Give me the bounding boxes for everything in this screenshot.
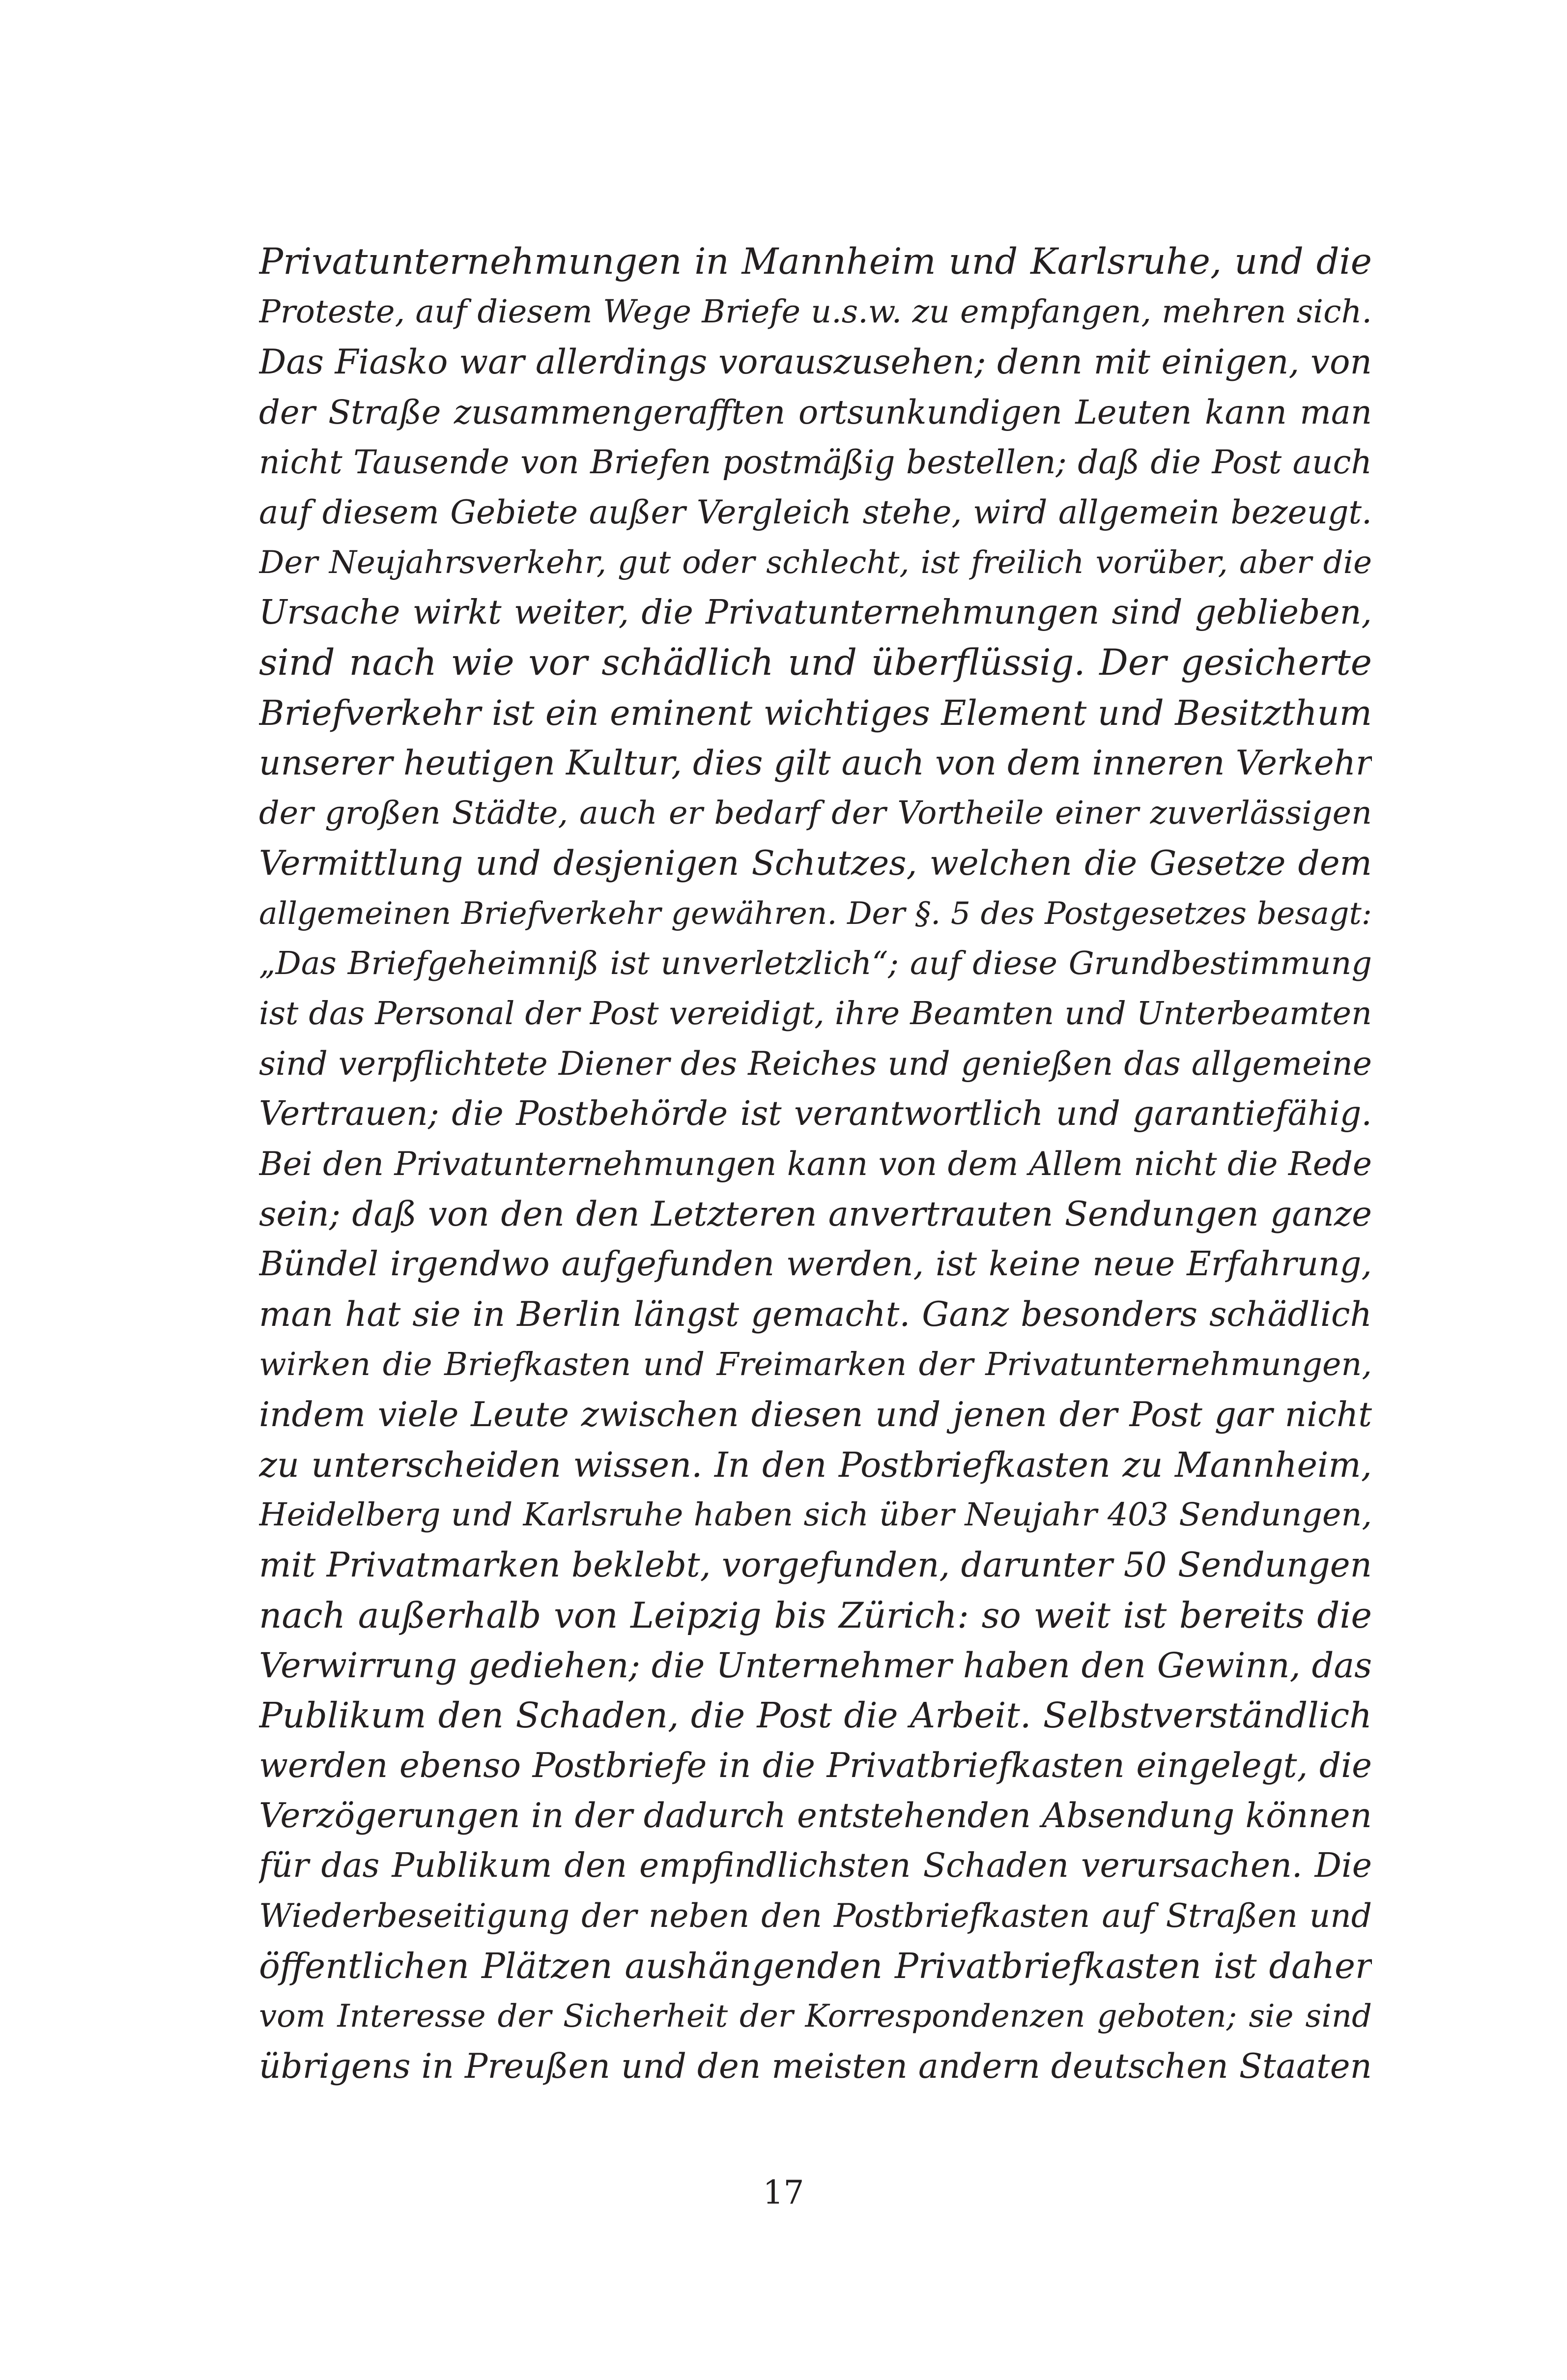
text-line: Heidelberg und Karlsruhe haben sich über Neujahr 403 Sendungen,	[259, 1496, 1372, 1533]
text-line: sind verpflichtete Diener des Reiches und genießen das allgemeine	[259, 1045, 1372, 1083]
text-line: vom Interesse der Sicherheit der Korrespondenzen geboten; sie sind	[259, 1998, 1372, 2035]
text-line: Vermittlung und desjenigen Schutzes, welchen die Gesetze dem	[259, 844, 1372, 883]
text-line: Vertrauen; die Postbehörde ist verantwortlich und garantiefähig.	[259, 1094, 1372, 1133]
text-line: mit Privatmarken beklebt, vorgefunden, darunter 50 Sendungen	[259, 1546, 1372, 1585]
text-line: Der Neujahrsverkehr, gut oder schlecht, ist freilich vorüber, aber die	[259, 545, 1372, 581]
text-line: der großen Städte, auch er bedarf der Vortheile einer zuverlässigen	[259, 795, 1372, 832]
text-line: wirken die Briefkasten und Freimarken der Privatunternehmungen,	[259, 1346, 1372, 1383]
text-line: Bündel irgendwo aufgefunden werden, ist keine neue Erfahrung,	[259, 1245, 1372, 1284]
text-line: sind nach wie vor schädlich und überflüssig. Der gesicherte	[259, 642, 1372, 684]
text-line: Ursache wirkt weiter, die Privatunternehmungen sind geblieben,	[259, 593, 1372, 632]
text-line: Proteste, auf diesem Wege Briefe u.s.w. zu empfangen, mehren sich.	[259, 293, 1372, 330]
text-line: Wiederbeseitigung der neben den Postbriefkasten auf Straßen und	[259, 1897, 1372, 1935]
text-line: Bei den Privatunternehmungen kann von dem Allem nicht die Rede	[259, 1145, 1372, 1183]
text-line: man hat sie in Berlin längst gemacht. Ganz besonders schädlich	[259, 1295, 1372, 1334]
text-line: für das Publikum den empfindlichsten Schaden verursachen. Die	[259, 1846, 1372, 1885]
page-number: 17	[763, 2174, 804, 2211]
text-line: indem viele Leute zwischen diesen und jenen der Post gar nicht	[259, 1395, 1372, 1434]
text-line: nicht Tausende von Briefen postmäßig bestellen; daß die Post auch	[259, 443, 1372, 481]
text-line: ist das Personal der Post vereidigt, ihre Beamten und Unterbeamten	[259, 995, 1372, 1032]
text-line: werden ebenso Postbriefe in die Privatbriefkasten eingelegt, die	[259, 1746, 1372, 1785]
text-line: auf diesem Gebiete außer Vergleich stehe, wird allgemein bezeugt.	[259, 493, 1372, 531]
text-line: „Das Briefgeheimniß ist unverletzlich“; auf diese Grundbestimmung	[259, 945, 1372, 982]
text-line: nach außerhalb von Leipzig bis Zürich: so weit ist bereits die	[259, 1595, 1372, 1636]
text-line: Publikum den Schaden, die Post die Arbeit. Selbstverständlich	[259, 1695, 1372, 1736]
text-line: Briefverkehr ist ein eminent wichtiges Element und Besitzthum	[259, 693, 1372, 733]
text-line: Verwirrung gediehen; die Unternehmer haben den Gewinn, das	[259, 1645, 1372, 1686]
text-line: der Straße zusammengerafften ortsunkundigen Leuten kann man	[259, 393, 1372, 431]
text-line: allgemeinen Briefverkehr gewähren. Der §. 5 des Postgesetzes besagt:	[259, 895, 1372, 931]
body-text	[259, 237, 1372, 2092]
text-line: Das Fiasko war allerdings vorauszusehen; denn mit einigen, von	[259, 343, 1372, 382]
text-line: übrigens in Preußen und den meisten andern deutschen Staaten	[259, 2047, 1372, 2086]
text-line: Verzögerungen in der dadurch entstehenden Absendung können	[259, 1796, 1372, 1835]
text-line: Privatunternehmungen in Mannheim und Karlsruhe, und die	[259, 241, 1372, 283]
text-line: öffentlichen Plätzen aushängenden Privatbriefkasten ist daher	[259, 1946, 1372, 1986]
text-line: zu unterscheiden wissen. In den Postbriefkasten zu Mannheim,	[259, 1445, 1372, 1485]
text-line: unserer heutigen Kultur, dies gilt auch von dem inneren Verkehr	[259, 744, 1372, 783]
text-line: sein; daß von den den Letzteren anvertrauten Sendungen ganze	[259, 1195, 1372, 1234]
